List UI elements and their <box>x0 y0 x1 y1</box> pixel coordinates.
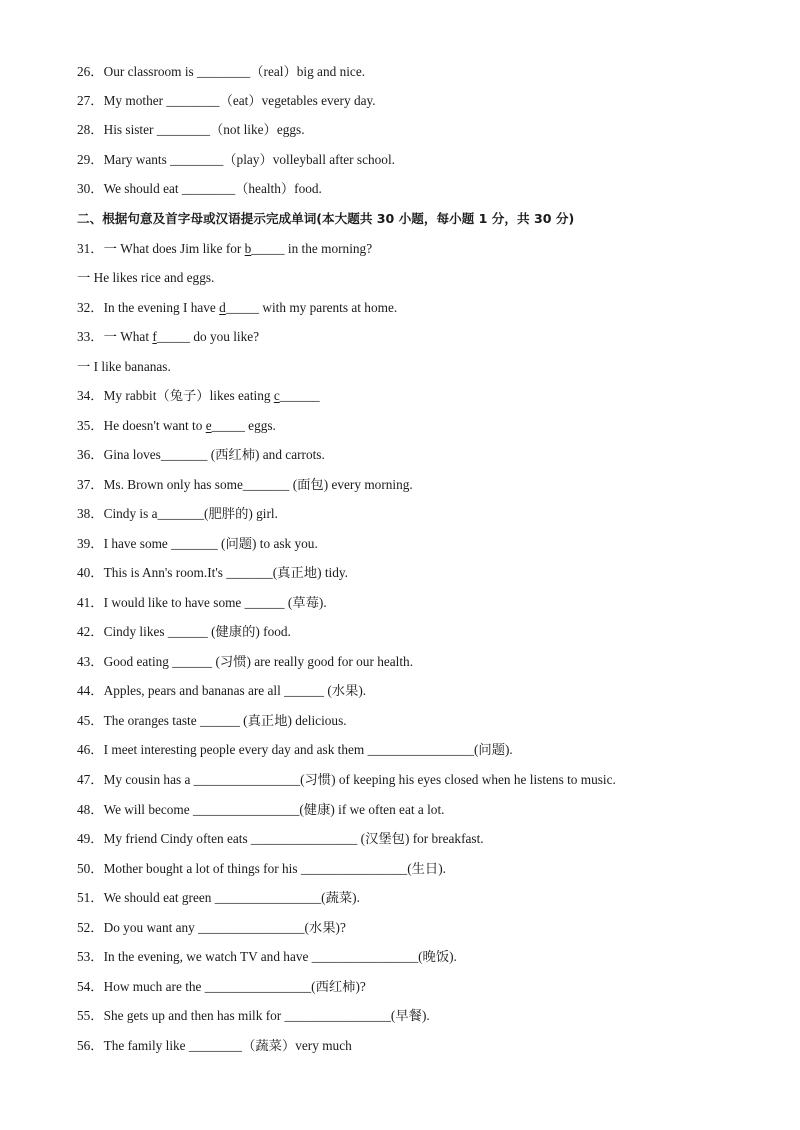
question-53: 53．In the evening, we watch TV and have ________________(晚饭). <box>77 949 457 964</box>
question-text: 35．He doesn't want to <box>77 418 206 433</box>
question-35 <box>77 417 276 435</box>
question-26: 26．Our classroom is ________（real）big and nice. <box>77 64 366 79</box>
initial-letter: d <box>219 300 226 315</box>
initial-letter: c <box>273 388 280 403</box>
question-45: 45．The oranges taste ______ (真正地) delicious. <box>77 713 347 728</box>
initial-letter: b <box>244 241 252 256</box>
question-56: 56．The family like ________（蔬菜）very much <box>77 1038 352 1053</box>
answer-33: 一 I like bananas. <box>77 359 171 374</box>
question-42: 42．Cindy likes ______ (健康的) food. <box>77 624 291 639</box>
question-33 <box>77 328 259 346</box>
question-41: 41．I would like to have some ______ (草莓). <box>77 595 327 610</box>
question-49: 49．My friend Cindy often eats ________________ (汉堡包) for breakfast. <box>77 831 484 846</box>
question-text: ______ <box>279 388 320 403</box>
question-55: 55．She gets up and then has milk for ________________(早餐). <box>77 1008 430 1023</box>
initial-letter: f <box>152 329 157 344</box>
question-32 <box>77 299 397 317</box>
question-37: 37．Ms. Brown only has some_______ (面包) every morning. <box>77 477 413 492</box>
question-27: 27．My mother ________（eat）vegetables every day. <box>77 93 376 108</box>
question-34 <box>77 387 320 405</box>
question-text: 32．In the evening I have <box>77 300 220 315</box>
question-text: 34．My rabbit（兔子）likes eating <box>77 388 274 403</box>
question-text: _____ do you like? <box>156 329 260 344</box>
question-text: _____ in the morning? <box>251 241 373 256</box>
question-text: _____ with my parents at home. <box>225 300 398 315</box>
question-text: 31．一 What does Jim like for <box>77 241 245 256</box>
question-40: 40．This is Ann's room.It's _______(真正地) tidy. <box>77 565 348 580</box>
question-51: 51．We should eat green ________________(蔬菜). <box>77 890 360 905</box>
question-text: _____ eggs. <box>211 418 276 433</box>
question-44: 44．Apples, pears and bananas are all ______ (水果). <box>77 683 367 698</box>
question-50: 50．Mother bought a lot of things for his ________________(生日). <box>77 861 446 876</box>
question-48: 48．We will become ________________(健康) if we often eat a lot. <box>77 802 445 817</box>
initial-letter: e <box>205 418 212 433</box>
section-heading: 二、根据句意及首字母或汉语提示完成单词(本大题共 30 小题，每小题 1 分，共 30 分) <box>77 211 575 226</box>
question-29: 29．Mary wants ________（play）volleyball after school. <box>77 152 395 167</box>
question-54: 54．How much are the ________________(西红柿)? <box>77 979 366 994</box>
question-31 <box>77 240 372 258</box>
question-39: 39．I have some _______ (问题) to ask you. <box>77 536 318 551</box>
question-52: 52．Do you want any ________________(水果)? <box>77 920 346 935</box>
question-43: 43．Good eating ______ (习惯) are really good for our health. <box>77 654 414 669</box>
answer-31: 一 He likes rice and eggs. <box>77 270 215 285</box>
question-46: 46．I meet interesting people every day and ask them ________________(问题). <box>77 742 513 757</box>
question-text: 33．一 What <box>77 329 153 344</box>
question-47: 47．My cousin has a ________________(习惯) of keeping his eyes closed when he listens to music. <box>77 772 616 787</box>
question-36: 36．Gina loves_______ (西红柿) and carrots. <box>77 447 325 462</box>
question-30: 30．We should eat ________（health）food. <box>77 181 322 196</box>
question-28: 28．His sister ________（not like）eggs. <box>77 122 305 137</box>
question-38: 38．Cindy is a_______(肥胖的) girl. <box>77 506 278 521</box>
